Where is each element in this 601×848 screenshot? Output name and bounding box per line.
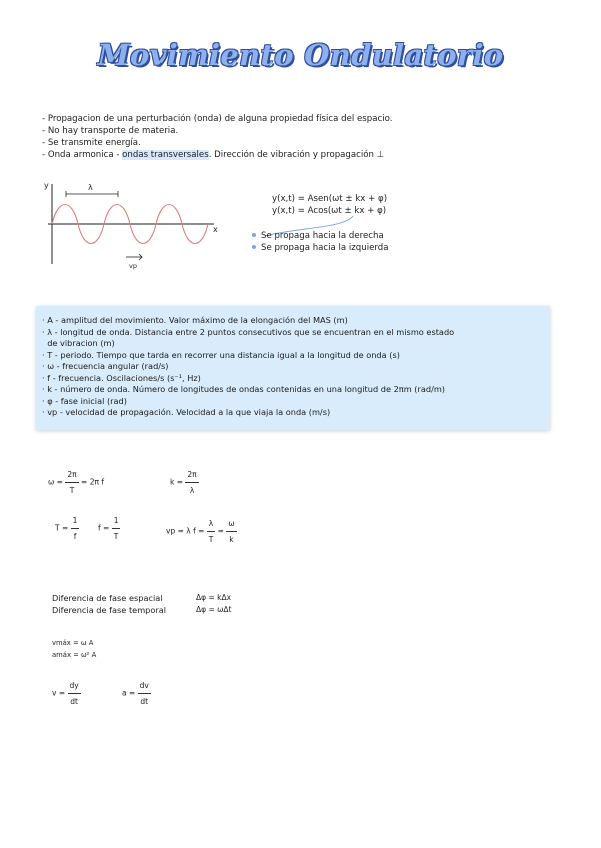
formula-omega: ω = $\frac{2\pi}{T}$ = 2π f — [48, 470, 105, 495]
bullet-dot-icon — [252, 245, 256, 249]
amax-formula: amáx = ω² A — [52, 651, 97, 659]
vmax-formula: vmáx = ω A — [52, 639, 94, 647]
definition-item: de vibracion (m) — [42, 338, 115, 348]
phase-spatial-eq: Δφ = kΔx — [196, 593, 232, 602]
intro-item: - Propagacion de una perturbación (onda) de alguna propiedad física del espacio. — [42, 114, 393, 124]
definition-item: · vp - velocidad de propagación. Velocidad a la que viaja la onda (m/s) — [42, 407, 331, 417]
page-title: Movimiento Ondulatorio — [97, 38, 504, 72]
wave-graph — [38, 178, 223, 270]
definition-item: · T - periodo. Tiempo que tarda en recorrer una distancia igual a la longitud de onda (s) — [42, 349, 400, 360]
intro-item: - Se transmite energía. — [42, 138, 141, 148]
definition-item: · ω - frecuencia angular (rad/s) — [42, 361, 169, 371]
definition-item: · λ - longitud de onda. Distancia entre 2 puntos consecutivos que se encuentran en el mismo estado — [42, 326, 455, 337]
phase-spatial-label: Diferencia de fase espacial — [52, 593, 163, 603]
intro-list — [42, 113, 392, 161]
formula-f: f = $\frac{1}{T}$ — [98, 516, 119, 541]
velocity-derivative: v = $\frac{dy}{dt}$ — [52, 681, 79, 706]
wave-eq-sin: y(x,t) = Asen(ωt ± kx + φ) — [272, 194, 388, 204]
acceleration-derivative: a = $\frac{dv}{dt}$ — [122, 681, 149, 706]
direction-right: Se propaga hacia la derecha — [252, 230, 384, 242]
direction-left: Se propaga hacia la izquierda — [252, 242, 389, 254]
definition-item: · k - número de onda. Número de longitudes de ondas contenidas en una longitud de 2πm (rad/m) — [42, 384, 445, 394]
formula-T: T = $\frac{1}{f}$ — [55, 516, 78, 541]
definition-item: · φ - fase inicial (rad) — [42, 395, 127, 406]
definitions-box — [36, 306, 550, 430]
intro-item: - No hay transporte de materia. — [42, 126, 179, 136]
lambda-label: λ — [88, 183, 93, 192]
formula-k: k = $\frac{2\pi}{\lambda}$ — [170, 470, 197, 495]
intro-suffix: . Dirección de vibración y propagación ⊥ — [208, 150, 385, 160]
intro-prefix: - Onda armonica - — [42, 150, 123, 160]
definition-item: · f - frecuencia. Oscilaciones/s (s⁻¹, Hz) — [42, 372, 201, 383]
x-axis-label: x — [213, 225, 218, 234]
phase-temporal-eq: Δφ = ωΔt — [196, 605, 232, 614]
wave-eq-cos: y(x,t) = Acos(ωt ± kx + φ) — [272, 206, 387, 216]
highlight-transversal: ondas transversales — [122, 150, 209, 160]
intro-item — [42, 149, 392, 161]
y-axis-label: y — [44, 181, 49, 190]
vp-label: vp — [129, 262, 137, 270]
formula-vp: vp = λ f = $\frac{\lambda}{T}$ = $\frac{\omega}{k}$ — [166, 519, 235, 544]
bullet-dot-icon — [252, 233, 256, 237]
definition-item: · A - amplitud del movimiento. Valor máximo de la elongación del MAS (m) — [42, 315, 348, 325]
phase-temporal-label: Diferencia de fase temporal — [52, 605, 167, 615]
